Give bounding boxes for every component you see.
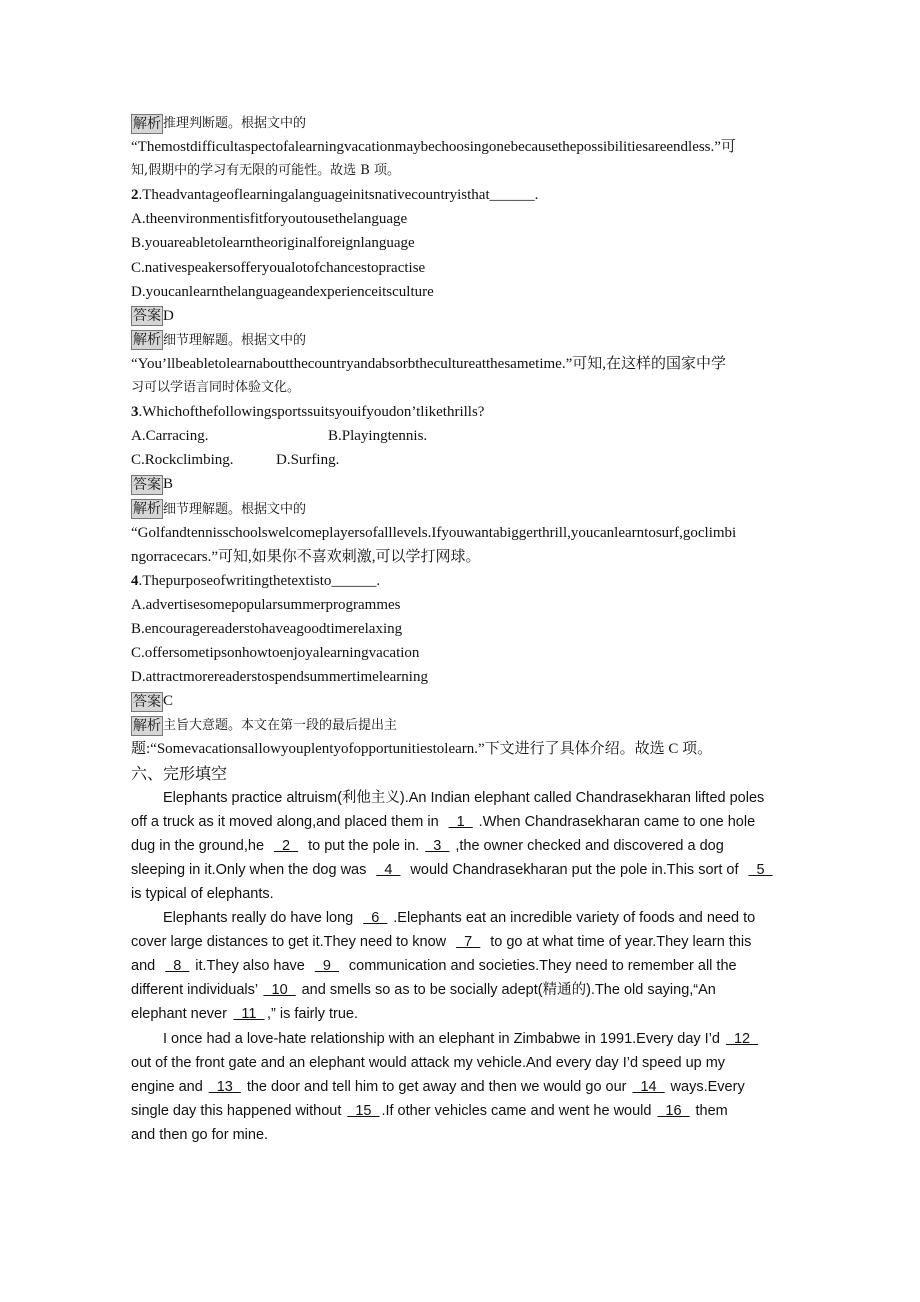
passage-text: to go at what time of year.They learn this [486, 934, 752, 951]
option: D.youcanlearnthelanguageandexperienceitsculture [131, 283, 434, 300]
cloze-blank-2[interactable]: 2 [273, 837, 299, 854]
passage-line [131, 1099, 811, 1123]
option: A.theenvironmentisfitforyoutousethelanguage [131, 211, 408, 228]
passage-text: Elephants really do have long [163, 910, 358, 927]
cloze-blank-1[interactable]: 1 [448, 813, 473, 830]
passage-text: .Elephants eat an incredible variety of foods and need to [393, 910, 756, 927]
passage-line [131, 1002, 811, 1026]
passage-text: .When Chandrasekharan came to one hole [478, 813, 756, 830]
document-content [131, 111, 811, 1147]
analysis-label: 解析 [133, 717, 161, 734]
option: B.Playingtennis. [328, 428, 428, 445]
cloze-passage [131, 786, 811, 1147]
analysis-text: 题:“Somevacationsallowyouplentyofopportunitiestolearn.”下文进行了具体介绍。故选 C 项。 [131, 741, 713, 758]
passage-line [131, 882, 811, 906]
option: A.Carracing. [131, 428, 209, 445]
cloze-blank-16[interactable]: 16 [657, 1102, 690, 1119]
passage-text: them [691, 1102, 728, 1119]
passage-text: elephant never [131, 1006, 231, 1023]
passage-text: out of the front gate and an elephant would attack my vehicle.And every day I’d speed up my [131, 1054, 726, 1071]
analysis-label: 解析 [133, 332, 161, 349]
option: D.attractmorereaderstospendsummertimelearning [131, 669, 428, 686]
answer-label: 答案 [133, 476, 161, 493]
cloze-blank-5[interactable]: 5 [748, 861, 773, 878]
analysis-text: 习可以学语言同时体验文化。 [131, 380, 301, 396]
analysis-text: 推理判断题。根据文中的 [163, 116, 307, 131]
cloze-blank-6[interactable]: 6 [363, 910, 388, 927]
passage-text: to put the pole in. [304, 837, 420, 854]
passage-text: cover large distances to get it.They need to know [131, 934, 451, 951]
option: C.offersometipsonhowtoenjoyalearningvacation [131, 645, 420, 662]
option: B.encouragereaderstohaveagoodtimerelaxing [131, 620, 403, 637]
passage-text: communication and societies.They need to remember all the [344, 958, 737, 975]
cloze-blank-10[interactable]: 10 [263, 982, 296, 999]
passage-text: different individuals’ [131, 982, 262, 999]
passage-text: the door and tell him to get away and then we would go our [242, 1078, 631, 1095]
option: D.Surfing. [276, 452, 340, 469]
analysis-text: “You’llbeabletolearnaboutthecountryandabsorbthecultureatthesametime.”可知,在这样的国家中学 [131, 355, 726, 372]
passage-text: ,the owner checked and discovered a dog [455, 837, 724, 854]
cloze-blank-4[interactable]: 4 [376, 861, 401, 878]
passage-text: Elephants practice altruism(利他主义).An Indian elephant called Chandrasekharan lifted poles [163, 789, 765, 806]
passage-text: dug in the ground,he [131, 837, 269, 854]
passage-line [131, 930, 811, 954]
cloze-blank-7[interactable]: 7 [456, 934, 481, 951]
cloze-blank-8[interactable]: 8 [165, 958, 190, 975]
passage-line [131, 906, 811, 930]
cloze-blank-9[interactable]: 9 [314, 958, 339, 975]
question-4-stem: 4.Thepurposeofwritingthetextisto______. [131, 572, 381, 589]
passage-line [131, 1123, 811, 1147]
analysis-text: 主旨大意题。本文在第一段的最后提出主 [163, 718, 398, 734]
analysis-text: 细节理解题。根据文中的 [163, 332, 307, 348]
analysis-text: 细节理解题。根据文中的 [163, 501, 307, 517]
passage-text: .If other vehicles came and went he would [381, 1102, 656, 1119]
passage-text: I once had a love-hate relationship with an elephant in Zimbabwe in 1991.Every day I’d [163, 1030, 725, 1047]
passage-line [131, 858, 811, 882]
passage-line [131, 954, 811, 978]
cloze-blank-15[interactable]: 15 [347, 1102, 380, 1119]
passage-text: is typical of elephants. [131, 886, 274, 902]
passage-text: ,” is fairly true. [266, 1006, 359, 1023]
question-3-stem: 3.Whichofthefollowingsportssuitsyouifyoudon’tlikethrills? [131, 404, 485, 421]
analysis-label: 解析 [133, 115, 161, 132]
passage-text: sleeping in it.Only when the dog was [131, 861, 371, 878]
passage-text: it.They also have [195, 958, 309, 975]
passage-line [131, 786, 811, 810]
passage-text: off a truck as it moved along,and placed them in [131, 813, 443, 830]
answer-label: 答案 [133, 308, 161, 325]
answer-value: C [163, 693, 174, 710]
cloze-blank-13[interactable]: 13 [208, 1078, 241, 1095]
passage-line [131, 1075, 811, 1099]
passage-line [131, 1027, 811, 1051]
passage-line [131, 978, 811, 1002]
analysis-text: “Themostdifficultaspectofalearningvacationmaybechoosingonebecausethepossibilitiesareendless.”可 [131, 139, 736, 156]
answer-value: D [163, 307, 174, 324]
cloze-blank-3[interactable]: 3 [425, 837, 450, 854]
answer-label: 答案 [133, 693, 161, 710]
passage-line [131, 1051, 811, 1075]
passage-text: single day this happened without [131, 1102, 346, 1119]
option: C.Rockclimbing. [131, 452, 234, 469]
analysis-text: ngorracecars.”可知,如果你不喜欢刺激,可以学打网球。 [131, 548, 481, 565]
cloze-blank-11[interactable]: 11 [233, 1006, 265, 1023]
passage-text: and then go for mine. [131, 1126, 269, 1143]
passage-text: and smells so as to be socially adept(精通的).The old saying,“An [297, 982, 716, 999]
answer-value: B [163, 476, 174, 493]
option: A.advertisesomepopularsummerprogrammes [131, 596, 401, 613]
cloze-blank-14[interactable]: 14 [632, 1078, 665, 1095]
passage-text: would Chandrasekharan put the pole in.This sort of [406, 861, 743, 878]
cloze-blank-12[interactable]: 12 [725, 1030, 759, 1047]
analysis-text: “Golfandtennisschoolswelcomeplayersofalllevels.Ifyouwantabiggerthrill,youcanlearntosurf,goclimbi [131, 524, 737, 541]
option: B.youareabletolearntheoriginalforeignlanguage [131, 235, 415, 252]
passage-text: ways.Every [666, 1078, 745, 1095]
passage-text: engine and [131, 1078, 207, 1095]
option: C.nativespeakersofferyoualotofchancestopractise [131, 259, 426, 276]
analysis-text: 知,假期中的学习有无限的可能性。故选 B 项。 [131, 163, 400, 179]
passage-line [131, 810, 811, 834]
passage-line [131, 834, 811, 858]
passage-text: and [131, 958, 160, 975]
analysis-label: 解析 [133, 501, 161, 518]
question-2-stem: 2.Theadvantageoflearningalanguageinitsnativecountryisthat______. [131, 187, 539, 204]
section-title: 六、完形填空 [131, 763, 228, 783]
